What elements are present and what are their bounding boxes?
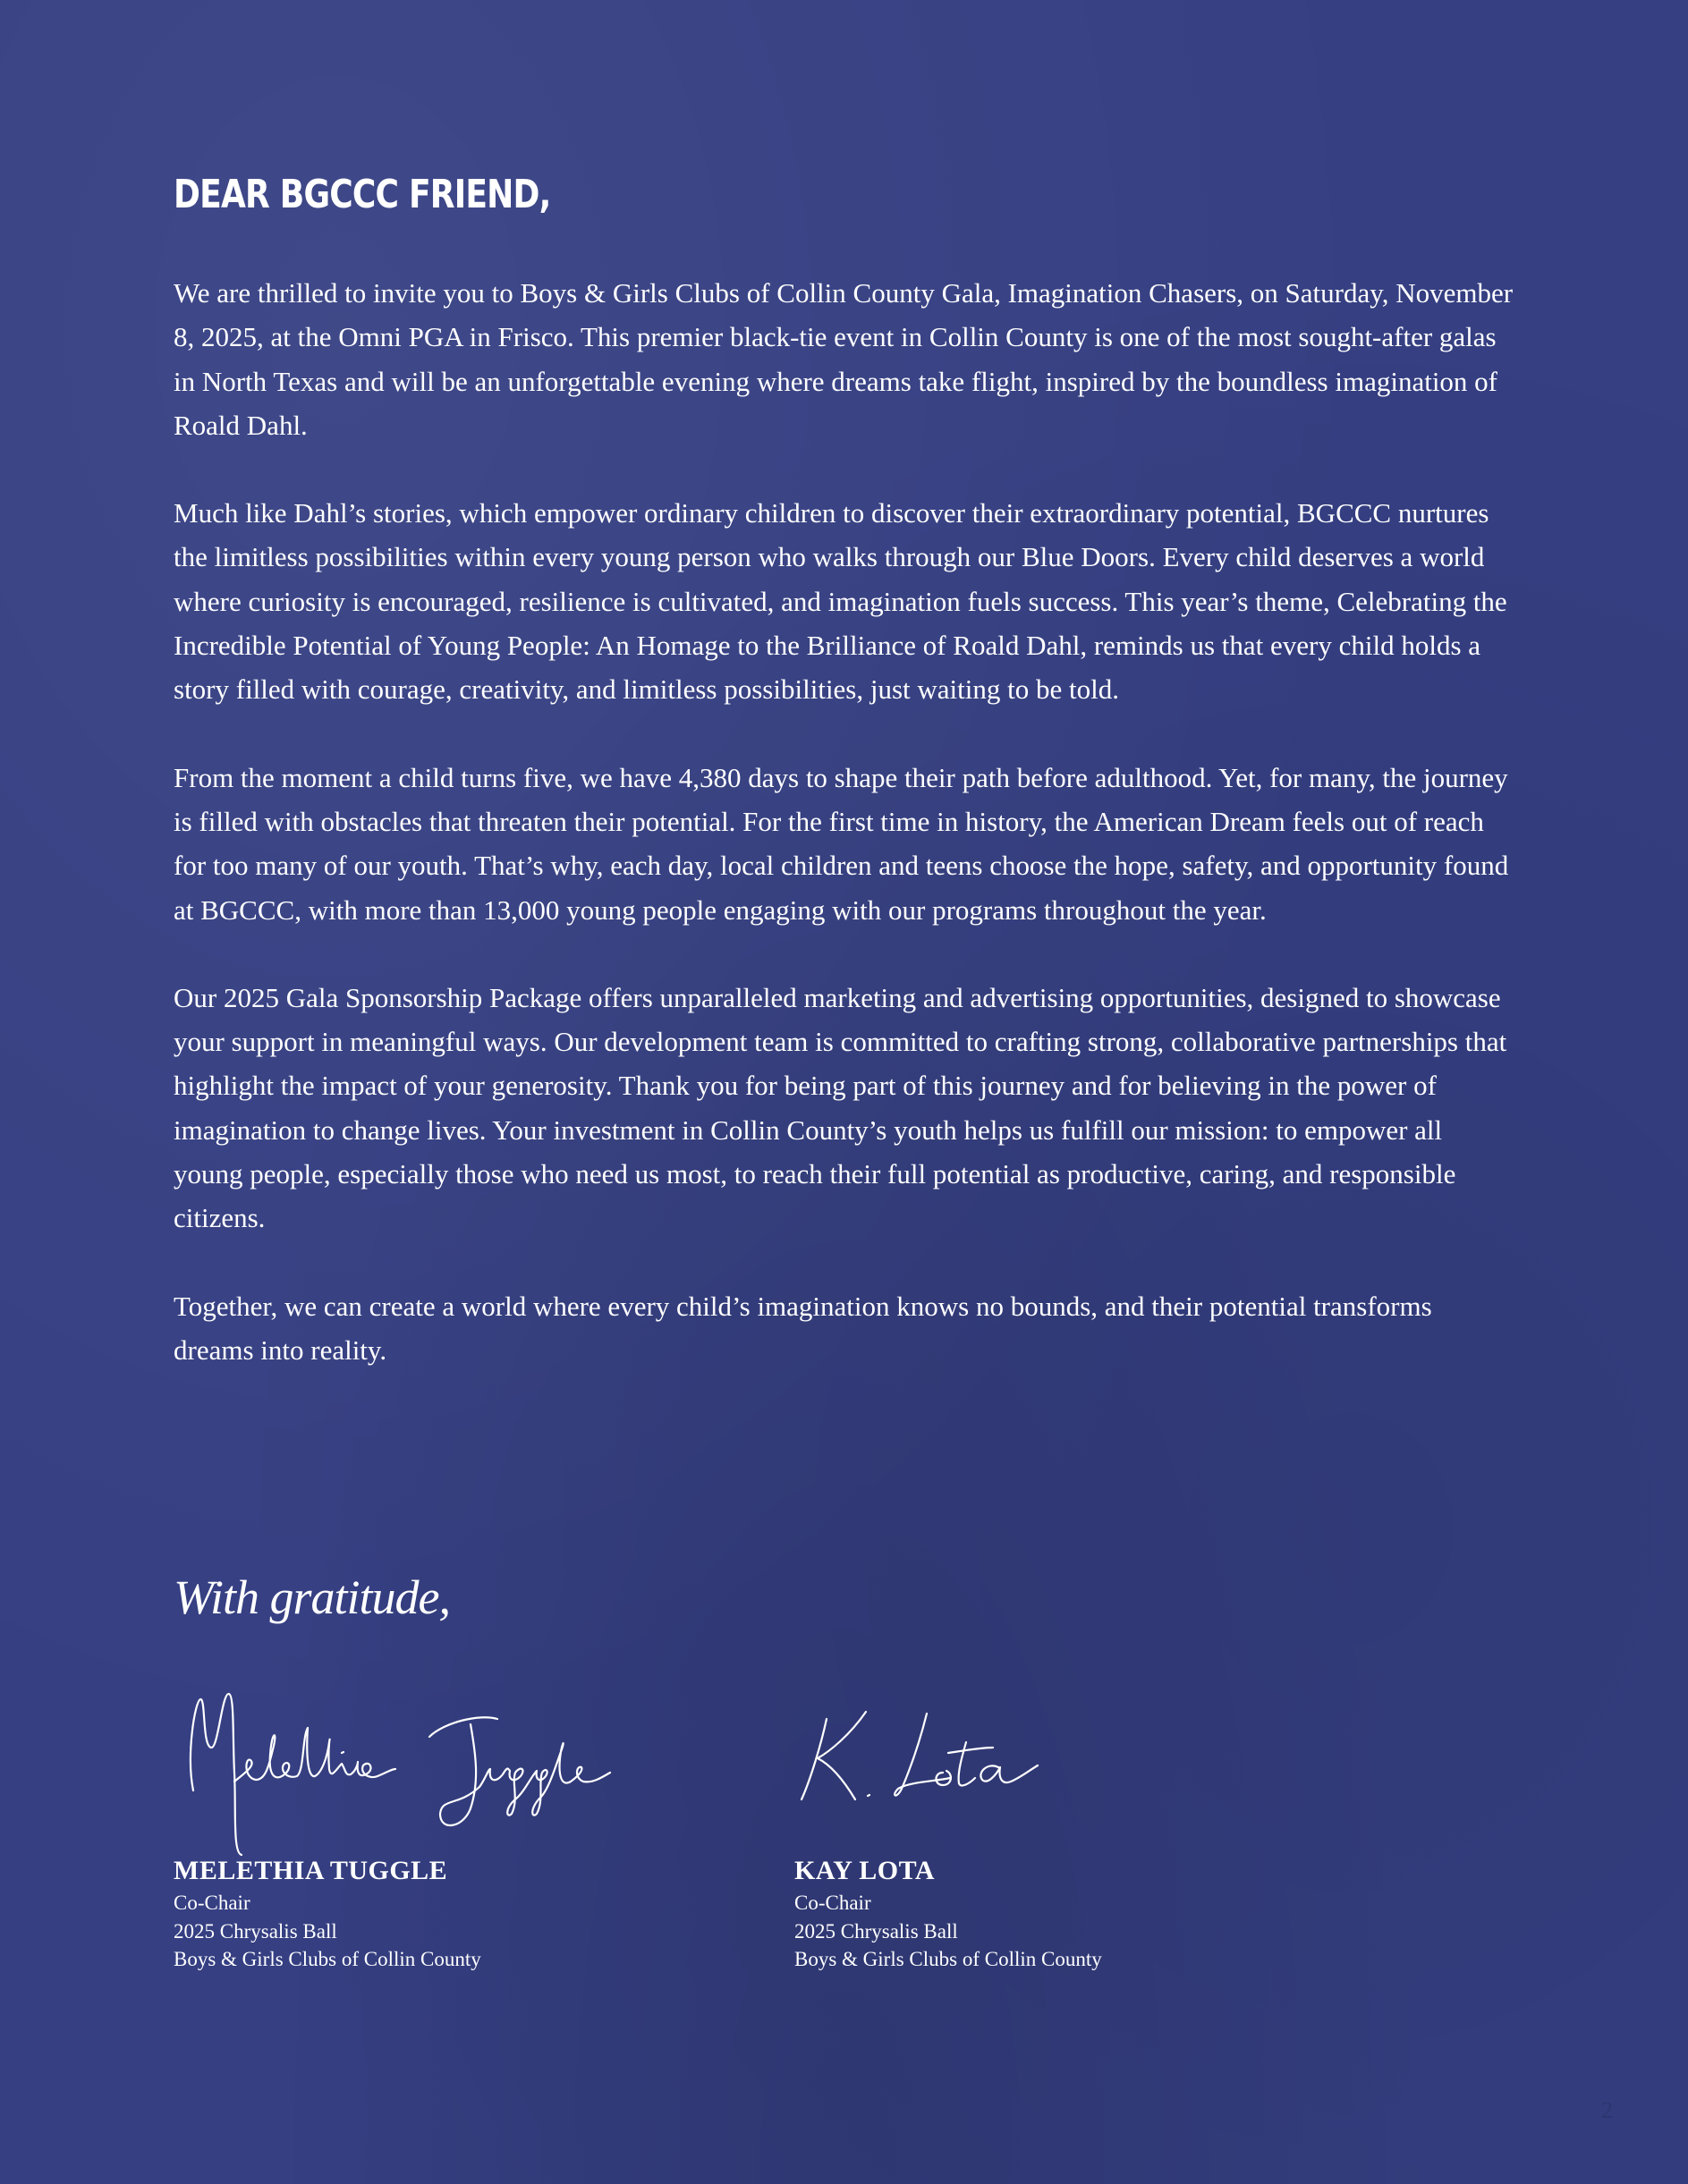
paragraph-mission-theme: Much like Dahl’s stories, which empower ordinary children to discover their extraordinary potential, BGCCC nurtures the limitless possibilities within every young person who walks through our Blue Doors. Every child deserves a world where curiosity is encouraged, resilience is cultivated, and imagination fuels success. This year’s theme, Celebrating the Incredible Potential of Young People: An Homage to the Brilliance of Roald Dahl, reminds us that every child holds a story filled with courage, creativity, and limitless possibilities, just waiting to be told. xyxy=(174,497,1507,706)
signer-block-kay-lota xyxy=(794,1853,1102,1974)
signer-organization: Boys & Girls Clubs of Collin County xyxy=(174,1948,481,1970)
paragraph-together: Together, we can create a world where every child’s imagination knows no bounds, and their potential transforms dreams into reality. xyxy=(174,1290,1432,1366)
paragraph-sponsorship: Our 2025 Gala Sponsorship Package offers unparalleled marketing and advertising opportunities, designed to showcase your support in meaningful ways. Our development team is committed to crafting strong, collaborative partnerships that highlight the impact of your generosity. Thank you for being part of this journey and for believing in the power of imagination to change lives. Your investment in Collin County’s youth helps us fulfill our mission: to empower all young people, especially those who need us most, to reach their full potential as productive, caring, and responsible citizens. xyxy=(174,981,1507,1234)
page-number: 2 xyxy=(1601,2097,1613,2123)
letter-heading: DEAR BGCCC FRIEND, xyxy=(174,172,551,217)
paragraph-invitation: We are thrilled to invite you to Boys & Girls Clubs of Collin County Gala, Imagination Chasers, on Saturday, November 8, 2025, at the Omni PGA in Frisco. This premier black-tie event in Collin County is one of the most sought-after galas in North Texas and will be an unforgettable evening where dreams take flight, inspired by the boundless imagination of Roald Dahl. xyxy=(174,277,1514,441)
signer-name: KAY LOTA xyxy=(794,1856,936,1885)
signer-role: Co-Chair xyxy=(794,1892,871,1914)
signer-organization: Boys & Girls Clubs of Collin County xyxy=(794,1948,1102,1970)
signer-block-melethia-tuggle xyxy=(174,1853,481,1974)
signature-kay-lota xyxy=(791,1699,1050,1816)
signature-melethia-tuggle xyxy=(175,1683,676,1871)
signer-event: 2025 Chrysalis Ball xyxy=(174,1919,337,1943)
closing-salutation: With gratitude, xyxy=(174,1570,450,1624)
letter-body xyxy=(174,271,1515,1416)
signer-role: Co-Chair xyxy=(174,1892,250,1914)
signer-event: 2025 Chrysalis Ball xyxy=(794,1919,958,1943)
paragraph-impact: From the moment a child turns five, we have 4,380 days to shape their path before adulthood. Yet, for many, the journey is filled with obstacles that threaten their potential. For the first time in history, the American Dream feels out of reach for too many of our youth. That’s why, each day, local children and teens choose the hope, safety, and opportunity found at BGCCC, with more than 13,000 young people engaging with our programs throughout the year. xyxy=(174,761,1509,926)
signer-name: MELETHIA TUGGLE xyxy=(174,1856,448,1885)
